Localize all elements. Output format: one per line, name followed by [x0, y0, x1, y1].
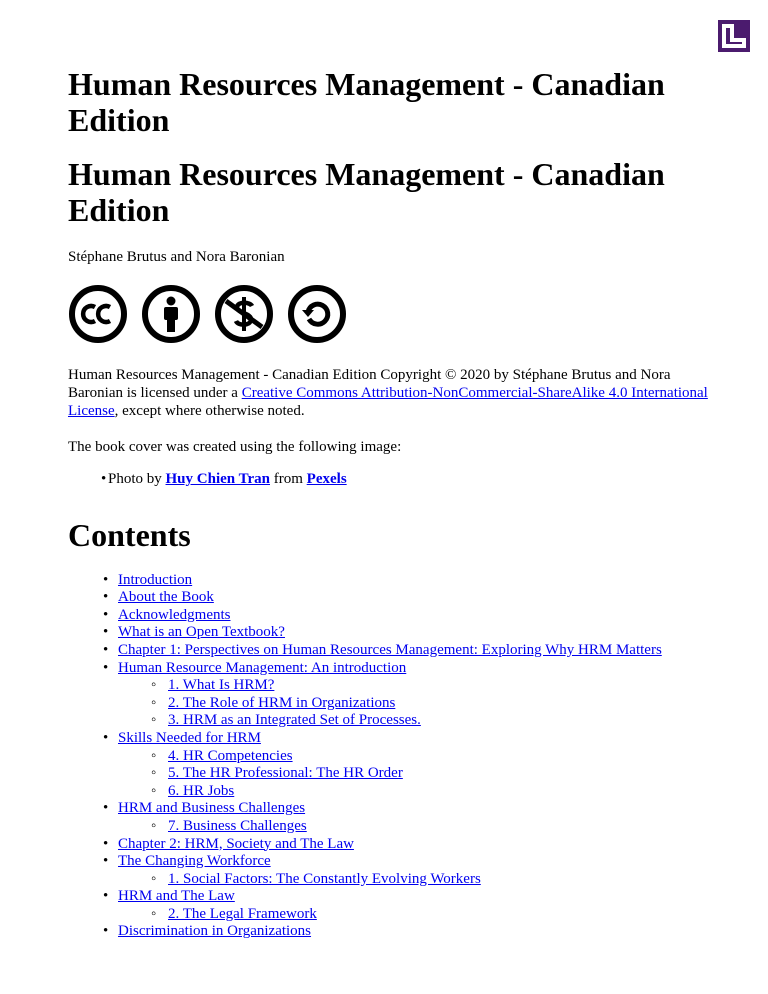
- toc-item: [68, 836, 708, 854]
- pexels-link[interactable]: Pexels: [306, 471, 347, 487]
- cover-note: The book cover was created using the following image:: [68, 439, 402, 455]
- contents-heading: Contents: [68, 516, 191, 553]
- image-credits: [68, 471, 708, 489]
- toc-subitem: [118, 783, 708, 801]
- toc-item: [68, 660, 708, 730]
- toc-link[interactable]: The Changing Workforce: [118, 853, 271, 870]
- book-title-repeat: Human Resources Management - Canadian Edition: [68, 156, 665, 228]
- photographer-link[interactable]: Huy Chien Tran: [165, 471, 270, 487]
- toc-link[interactable]: Chapter 1: Perspectives on Human Resources Management: Exploring Why HRM Matters: [118, 641, 662, 658]
- license-link[interactable]: Creative Commons Attribution-NonCommercial-ShareAlike 4.0 International License: [68, 385, 708, 419]
- toc-item: [68, 607, 708, 625]
- toc-sublink[interactable]: 5. The HR Professional: The HR Order: [168, 765, 403, 782]
- toc-sublink[interactable]: 2. The Legal Framework: [168, 905, 317, 922]
- credit-item: [68, 471, 708, 489]
- toc-sublist: [118, 871, 708, 889]
- toc-sublink[interactable]: 1. Social Factors: The Constantly Evolving Workers: [168, 870, 481, 887]
- toc-sublink[interactable]: 3. HRM as an Integrated Set of Processes.: [168, 712, 421, 729]
- toc-link[interactable]: Skills Needed for HRM: [118, 729, 261, 746]
- toc-subitem: [118, 748, 708, 766]
- pressbooks-logo-icon[interactable]: [718, 20, 750, 52]
- license-text-after: , except where otherwise noted.: [114, 403, 305, 419]
- toc-link[interactable]: Human Resource Management: An introduction: [118, 659, 407, 676]
- toc-item: [68, 800, 708, 835]
- book-front-matter: [68, 66, 708, 941]
- toc-item: [68, 589, 708, 607]
- toc-link[interactable]: What is an Open Textbook?: [118, 624, 285, 641]
- toc-item: [68, 888, 708, 923]
- noncommercial-icon: [214, 284, 274, 344]
- cc-icon: [68, 284, 128, 344]
- license-text-before: Human Resources Management - Canadian Edition Copyright © 2020 by Stéphane Brutus and Nora Baronian is licensed under a: [68, 367, 671, 401]
- toc-subitem: [118, 765, 708, 783]
- toc-link[interactable]: Chapter 2: HRM, Society and The Law: [118, 835, 354, 852]
- toc-item: [68, 624, 708, 642]
- toc-item: [68, 853, 708, 888]
- toc-sublist: [118, 677, 708, 730]
- toc-sublink[interactable]: 7. Business Challenges: [168, 817, 307, 834]
- toc-link[interactable]: HRM and Business Challenges: [118, 800, 306, 817]
- book-title: Human Resources Management - Canadian Edition: [68, 66, 665, 138]
- toc-subitem: [118, 871, 708, 889]
- toc-subitem: [118, 695, 708, 713]
- credit-middle: from: [270, 471, 307, 487]
- toc-link[interactable]: About the Book: [118, 589, 214, 606]
- toc-sublink[interactable]: 4. HR Competencies: [168, 747, 293, 764]
- sharealike-icon: [287, 284, 347, 344]
- attribution-icon: [141, 284, 201, 344]
- toc-item: [68, 572, 708, 590]
- toc-sublink[interactable]: 2. The Role of HRM in Organizations: [168, 694, 396, 711]
- toc-sublink[interactable]: 1. What Is HRM?: [168, 677, 275, 694]
- toc-subitem: [118, 906, 708, 924]
- table-of-contents: [68, 572, 708, 941]
- toc-sublist: [118, 818, 708, 836]
- license-statement: [68, 366, 708, 420]
- toc-item: [68, 923, 708, 941]
- license-badges: [68, 284, 708, 344]
- book-authors: Stéphane Brutus and Nora Baronian: [68, 249, 285, 265]
- toc-subitem: [118, 712, 708, 730]
- toc-link[interactable]: Discrimination in Organizations: [118, 923, 312, 940]
- toc-sublink[interactable]: 6. HR Jobs: [168, 782, 235, 799]
- toc-subitem: [118, 818, 708, 836]
- credit-prefix: Photo by: [108, 471, 166, 487]
- toc-link[interactable]: HRM and The Law: [118, 888, 235, 905]
- toc-subitem: [118, 677, 708, 695]
- toc-link[interactable]: Acknowledgments: [118, 606, 231, 623]
- toc-sublist: [118, 906, 708, 924]
- toc-sublist: [118, 748, 708, 801]
- toc-item: [68, 730, 708, 800]
- toc-item: [68, 642, 708, 660]
- toc-link[interactable]: Introduction: [118, 571, 193, 588]
